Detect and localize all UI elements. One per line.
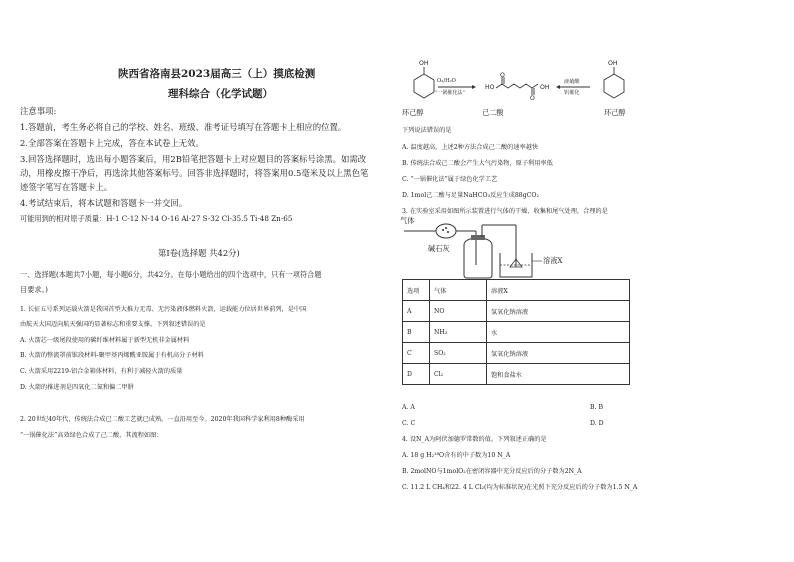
notice-line: 3.回答选择题时，选出每小题答案后，用2B铅笔把答题卡上对应题目的答案标号涂黑。如需改 bbox=[20, 154, 367, 164]
q4-option-a: A. 18 g H₂¹⁸O含有的中子数为10 N_A bbox=[402, 452, 511, 459]
label-cyclohexanol-left: 环己醇 bbox=[402, 108, 424, 117]
exam-subtitle: 理科综合（化学试题） bbox=[168, 88, 273, 100]
ho-label: HO bbox=[485, 84, 495, 91]
q2-option-b: B. 传统法合成己二酸会产生大气污染物，原子利用率低 bbox=[402, 160, 553, 167]
notice-line: 2.全部答案在答题卡上完成，答在本试卷上无效。 bbox=[20, 138, 204, 148]
table-cell: B bbox=[403, 322, 430, 343]
oh-label-right-ring: OH bbox=[608, 60, 618, 67]
notice-line: 迹签字笔写在答题卡上。 bbox=[20, 182, 113, 192]
section-description: 目要求。) bbox=[20, 285, 48, 294]
q2-stem: “一锅催化法”高效绿色合成了己二酸，其流程如图： bbox=[20, 432, 163, 439]
q3-answer-c: C. C bbox=[402, 420, 416, 427]
table-cell: SO₂ bbox=[430, 343, 487, 364]
notice-line: 1.答题前，考生务必将自己的学校、姓名、班级、准考证号填写在答题卡上相应的位置。 bbox=[20, 122, 347, 132]
table-cell: 水 bbox=[487, 322, 630, 343]
q2-stem: 2. 20世纪40年代，传统法合成已二酸工艺就已成熟。一直沿用至今。2020年我国科学家利用8种酶采用 bbox=[20, 416, 305, 423]
gas-label: 气体 bbox=[400, 216, 415, 225]
table-cell: NO bbox=[430, 301, 487, 322]
table-cell: NH₃ bbox=[430, 322, 487, 343]
reagent-top-2: 液硝酸 bbox=[564, 79, 580, 85]
notice-line: 动，用橡皮擦干净后，再选涂其他答案标号。回答非选择题时，将答案用0.5毫米及以上黑色笔 bbox=[20, 168, 369, 178]
q4-option-c: C. 11.2 L CH₄和22. 4 L Cl₂(均为标准状况)在光照下充分反应后的分子数为1.5 N_A bbox=[402, 484, 638, 491]
table-row bbox=[403, 364, 630, 385]
q3-answer-d: D. D bbox=[590, 420, 604, 427]
section-title: 第Ⅰ卷(选择题 共42分) bbox=[158, 248, 240, 258]
drier-label: 碱石灰 bbox=[428, 244, 450, 253]
q2-option-c: C. “一锅催化法”属于绿色化学工艺 bbox=[402, 176, 498, 183]
solution-label: 溶液X bbox=[543, 256, 563, 265]
bottle-stopper bbox=[471, 235, 485, 240]
q2-option-a: A. 温度越高，上述2种方法合成己二酸的速率越快 bbox=[402, 144, 539, 151]
notice-line: 4.考试结束后，将本试题和答题卡一并交回。 bbox=[20, 198, 188, 208]
table-cell: 氢氧化钠溶液 bbox=[487, 301, 630, 322]
q3-stem: 3. 在实验室采用如图所示装置进行气体的干燥、收集和尾气处理，合理的是 bbox=[402, 208, 608, 215]
table-cell: 饱和食盐水 bbox=[487, 364, 630, 385]
table-row bbox=[403, 301, 630, 322]
table-header-row bbox=[403, 280, 630, 301]
notice-heading: 注意事项: bbox=[20, 106, 57, 116]
q1-option-a: A. 火箭芯一级尾段使用的碳纤维材料属于新型无机非金属材料 bbox=[20, 337, 190, 344]
q4-stem: 4. 设N_A为阿伏加德罗常数的值。下列叙述正确的是 bbox=[402, 436, 547, 443]
table-cell: C bbox=[403, 343, 430, 364]
label-cyclohexanol-right: 环己醇 bbox=[604, 108, 626, 117]
drying-tube bbox=[436, 224, 456, 238]
section-description: 一、选择题(本题共7小题，每小题6分，共42分。在每小题给出的四个选项中，只有一项符合题 bbox=[20, 270, 322, 279]
table-cell: A bbox=[403, 301, 430, 322]
q3-answer-a: A. A bbox=[402, 404, 415, 411]
q1-stem: 1. 长征五号系列运载火箭是我国首型大推力无毒、无污染液体燃料火箭，运载能力位居世界前列，是中国 bbox=[20, 306, 307, 313]
q2-ask: 下列说法错误的是 bbox=[402, 127, 452, 134]
q2-option-d: D. 1mol己二酸与足量NaHCO₃反应生成88gCO₂ bbox=[402, 192, 539, 199]
q1-option-c: C. 火箭采用2219-铝合金箱体材料，有利于减轻火箭的质量 bbox=[20, 368, 183, 375]
reagent-bottom-1: “一锅催化法” bbox=[435, 90, 466, 96]
adipic-acid-chain bbox=[496, 84, 538, 88]
table-cell: D bbox=[403, 364, 430, 385]
q3-answer-b: B. B bbox=[590, 404, 604, 411]
table-row bbox=[403, 343, 630, 364]
table-cell: 氢氧化钠溶液 bbox=[487, 343, 630, 364]
q1-stem: 由航天大国迈向航天强国的显著标志和重要支撑。下列叙述错误的是 bbox=[20, 321, 206, 328]
reagent-bottom-2: 钒催化 bbox=[564, 90, 580, 96]
table-cell: Cl₂ bbox=[430, 364, 487, 385]
table-row bbox=[403, 322, 630, 343]
table-header-cell: 气体 bbox=[430, 280, 487, 301]
table-header-cell: 选项 bbox=[403, 280, 430, 301]
oh-label-left: OH bbox=[419, 60, 429, 67]
reagent-top-1: O₂/H₂O bbox=[437, 78, 456, 84]
collection-bottle bbox=[464, 239, 492, 278]
q4-option-b: B. 2molNO与1molO₂在密闭容器中充分反应后的分子数为2N_A bbox=[402, 468, 582, 475]
cyclohexane-ring-right bbox=[604, 74, 624, 98]
o-label: O bbox=[500, 72, 505, 79]
label-adipic-acid: 己二酸 bbox=[482, 108, 504, 117]
options-table bbox=[402, 279, 630, 385]
oh-label-right: OH bbox=[540, 84, 550, 91]
q1-option-b: B. 火箭的整流罩前锥段材料-聚甲基丙烯酰亚胺属于有机高分子材料 bbox=[20, 352, 204, 359]
atomic-masses: 可能用到的相对原子质量：H-1 C-12 N-14 O-16 Al-27 S-32 Cl-35.5 Ti-48 Zn-65 bbox=[20, 214, 293, 223]
table-header-cell: 溶液X bbox=[487, 280, 630, 301]
cyclohexane-ring-left bbox=[414, 74, 434, 98]
exam-title: 陕西省洛南县2023届高三（上）摸底检测 bbox=[118, 68, 316, 80]
o-label: O bbox=[530, 95, 535, 102]
q1-option-d: D. 火箭的推进剂是四氧化二氮和偏二甲肼 bbox=[20, 384, 134, 391]
